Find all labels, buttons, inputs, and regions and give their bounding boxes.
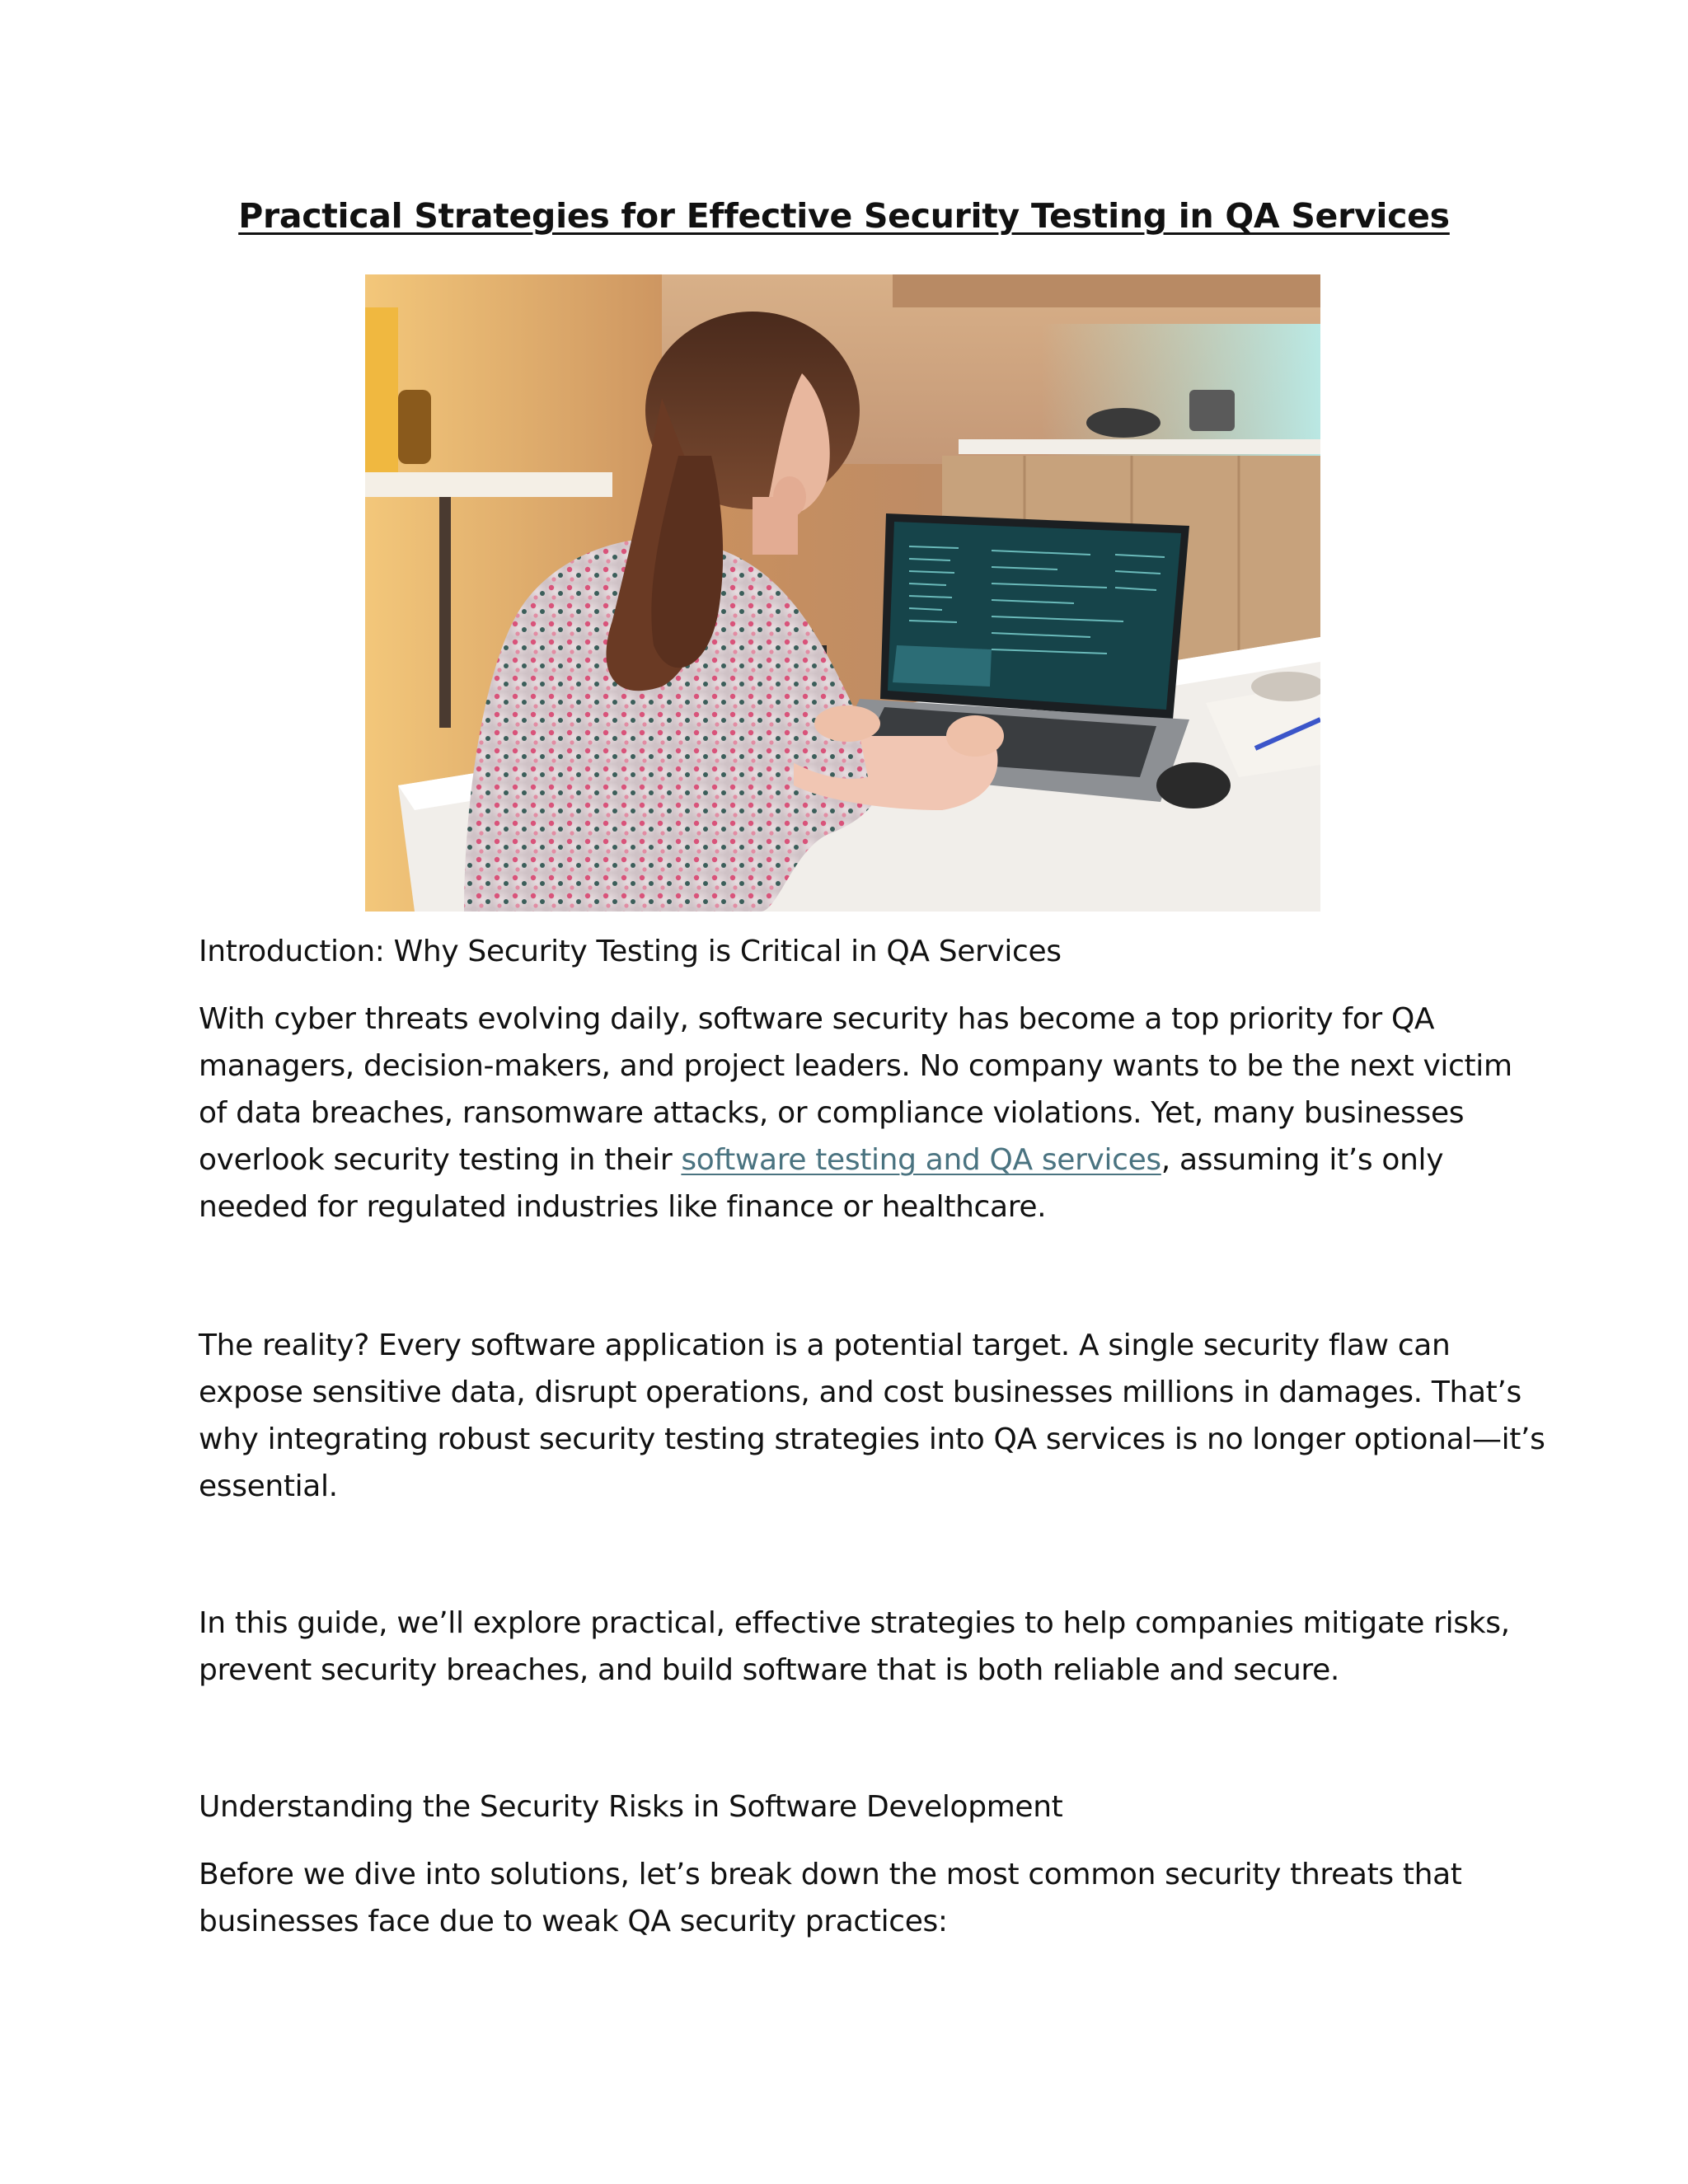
- risks-heading: Understanding the Security Risks in Software Development: [199, 1790, 1063, 1824]
- paragraph-line: Before we dive into solutions, let’s break down the most common security threats that: [199, 1858, 1462, 1891]
- page-title: Practical Strategies for Effective Security Testing in QA Services: [238, 196, 1450, 236]
- paragraph-threats: [199, 1851, 1501, 1945]
- paragraph-guide: [199, 1600, 1510, 1694]
- paragraph-line: needed for regulated industries like finance or healthcare.: [199, 1190, 1047, 1224]
- paragraph-line: of data breaches, ransomware attacks, or compliance violations. Yet, many businesses: [199, 1096, 1465, 1130]
- paragraph-line: prevent security breaches, and build software that is both reliable and secure.: [199, 1653, 1339, 1687]
- paragraph-intro: [199, 996, 1512, 1230]
- hero-photo: [365, 274, 1320, 912]
- paragraph-line: why integrating robust security testing strategies into QA services is no longer optional—it’s: [199, 1422, 1545, 1456]
- paragraph-line: In this guide, we’ll explore practical, effective strategies to help companies mitigate risks,: [199, 1606, 1510, 1640]
- paragraph-line: [199, 1137, 1501, 1183]
- text-segment: , assuming it’s only: [1160, 1143, 1444, 1177]
- qa-services-link[interactable]: software testing and QA services: [681, 1143, 1161, 1177]
- paragraph-line: managers, decision-makers, and project leaders. No company wants to be the next victim: [199, 1049, 1512, 1083]
- paragraph-line: essential.: [199, 1469, 338, 1503]
- paragraph-line: The reality? Every software application is a potential target. A single security flaw can: [199, 1329, 1451, 1362]
- paragraph-line: expose sensitive data, disrupt operations, and cost businesses millions in damages. That’s: [199, 1376, 1522, 1409]
- paragraph-reality: [199, 1322, 1545, 1510]
- paragraph-line: With cyber threats evolving daily, software security has become a top priority for QA: [199, 1002, 1435, 1036]
- intro-heading: Introduction: Why Security Testing is Critical in QA Services: [199, 935, 1062, 968]
- paragraph-line: businesses face due to weak QA security practices:: [199, 1905, 948, 1938]
- text-segment: overlook security testing in their: [199, 1143, 682, 1177]
